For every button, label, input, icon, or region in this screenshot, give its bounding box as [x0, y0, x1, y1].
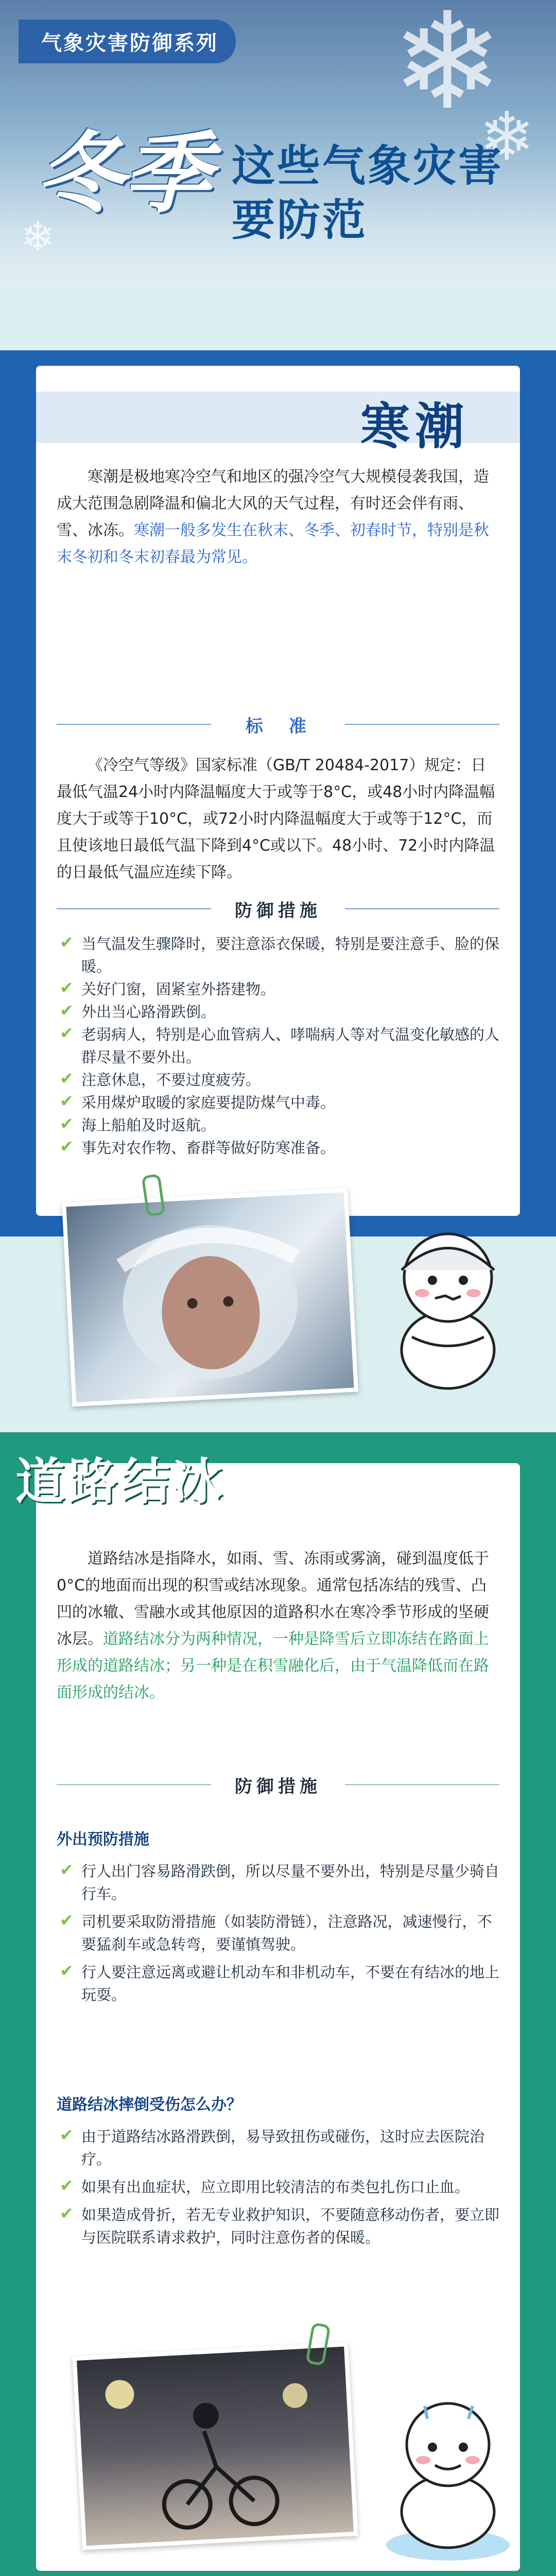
list-item: ✔ 行人出门容易路滑跌倒，所以尽量不要外出，特别是尽量少骑自行车。 — [60, 1860, 500, 1903]
check-icon: ✔ — [60, 2176, 74, 2195]
cold-wave-intro — [57, 464, 499, 571]
divider — [345, 908, 499, 909]
snow-mascot-icon — [376, 2391, 520, 2566]
title-line-2: 要防范 — [232, 195, 368, 245]
header-banner — [0, 0, 556, 289]
list-item: ✔ 关好门窗，固紧室外搭建物。 — [60, 978, 276, 998]
cyclist-illustration — [77, 2347, 354, 2546]
road-ice-intro-plain: 道路结冰是指降水，如雨、雪、冻雨或雾滴，碰到温度低于0°C的地面而出现的积雪或结冰现象。通常包括冻结的残雪、凸凹的冰辙、雪融水或其他原因的道路积水在寒冷季节形成的坚硬冰层。 — [57, 1550, 489, 1648]
outdoor-list — [57, 1860, 499, 2006]
list-item: ✔ 注意休息，不要过度疲劳。 — [60, 1069, 261, 1089]
check-icon: ✔ — [60, 1860, 74, 1879]
cold-wave-standard-text: 《冷空气等级》国家标准（GB/T 20484-2017）规定：日最低气温24小时内降温幅度大于或等于8°C，或48小时内降温幅度大于或等于10°C，或72小时内降温幅度大于或等于12°C，而且使该地日最低气温下降到4°C或以下。48小时、72小时内降温的日最低气温应连续下降。 — [57, 756, 495, 882]
check-icon: ✔ — [60, 1961, 74, 1980]
divider — [57, 908, 211, 909]
snow-mascot-icon — [381, 1221, 515, 1391]
cold-wave-standard-heading: 标 准 — [246, 716, 310, 737]
title-line-1: 这些气象灾害 — [232, 141, 504, 191]
list-item: ✔ 外出当心路滑跌倒。 — [60, 1001, 216, 1021]
check-icon: ✔ — [60, 978, 74, 997]
check-icon: ✔ — [60, 1023, 74, 1043]
road-ice-measures-heading: 防御措施 — [235, 1776, 321, 1797]
snowflake-icon: ❄ — [391, 0, 503, 140]
frozen-face-photo — [62, 1188, 358, 1407]
road-ice-intro-highlight: 道路结冰分为两种情况，一种是降雪后立即冻结在路面上形成的道路结冰；另一种是在积雪融化后，由于气温降低而在路面形成的结冰。 — [57, 1630, 489, 1702]
check-icon: ✔ — [60, 1069, 74, 1088]
list-item: ✔ 海上船舶及时返航。 — [60, 1114, 216, 1134]
snowflake-icon: ❄ — [479, 97, 535, 176]
check-icon: ✔ — [60, 2204, 74, 2223]
check-icon: ✔ — [60, 1001, 74, 1020]
injury-heading: 道路结冰摔倒受伤怎么办？ — [57, 2096, 242, 2114]
list-item: ✔ 老弱病人，特别是心血管病人、哮喘病人等对气温变化敏感的人群尽量不要外出。 — [60, 1023, 500, 1066]
divider — [57, 724, 211, 725]
mascot-cold — [381, 1221, 515, 1391]
cold-wave-measures-heading: 防御措施 — [235, 901, 321, 921]
cold-wave-measures-list — [57, 933, 499, 1159]
list-item: ✔ 司机要采取防滑措施（如装防滑链），注意路况，减速慢行，不要猛刹车或急转弯，要谨慎驾驶。 — [60, 1910, 492, 1953]
cold-wave-intro-highlight: 寒潮一般多发生在秋末、冬季、初春时节，特别是秋末冬初和冬末初春最为常见。 — [57, 521, 489, 566]
list-item: ✔ 当气温发生骤降时，要注意添衣保暖，特别是要注意手、脸的保暖。 — [60, 933, 500, 975]
outdoor-heading: 外出预防措施 — [57, 1831, 149, 1849]
divider — [57, 1784, 211, 1785]
cold-wave-title: 寒潮 — [360, 397, 470, 455]
injury-list — [57, 2125, 499, 2249]
list-item: ✔ 如果造成骨折，若无专业救护知识，不要随意移动伤者，要立即与医院联系请求救护，同时注意伤者的保暖。 — [60, 2204, 500, 2246]
check-icon: ✔ — [60, 1910, 74, 1930]
cyclist-photo — [73, 2342, 358, 2550]
title-winter: 冬季 — [36, 123, 212, 225]
check-icon: ✔ — [60, 1137, 74, 1156]
divider — [345, 724, 499, 725]
divider — [345, 1784, 499, 1785]
frozen-face-illustration — [66, 1192, 354, 1402]
cold-wave-intro-plain: 寒潮是极地寒冷空气和地区的强冷空气大规模侵袭我国，造成大范围急剧降温和偏北大风的天气过程，有时还会伴有雨、雪、冰冻。 — [57, 468, 489, 539]
road-ice-intro — [57, 1546, 499, 1706]
series-tag: 气象灾害防御系列 — [19, 20, 236, 63]
check-icon: ✔ — [60, 933, 74, 952]
list-item: ✔ 事先对农作物、畜群等做好防寒准备。 — [60, 1137, 336, 1157]
mascot-ice — [376, 2391, 520, 2566]
check-icon: ✔ — [60, 2125, 74, 2145]
road-ice-title: 道路结冰 — [15, 1452, 225, 1511]
check-icon: ✔ — [60, 1091, 74, 1111]
list-item: ✔ 如果有出血症状，应立即用比较清洁的布类包扎伤口止血。 — [60, 2176, 470, 2196]
list-item: ✔ 采用煤炉取暖的家庭要提防煤气中毒。 — [60, 1091, 336, 1111]
list-item: ✔ 由于道路结冰路滑跌倒，易导致扭伤或碰伤，这时应去医院治疗。 — [60, 2125, 485, 2168]
list-item: ✔ 行人要注意远离或避让机动车和非机动车，不要在有结冰的地上玩耍。 — [60, 1961, 500, 2004]
snowflake-icon: ❄ — [21, 213, 56, 261]
check-icon: ✔ — [60, 1114, 74, 1133]
